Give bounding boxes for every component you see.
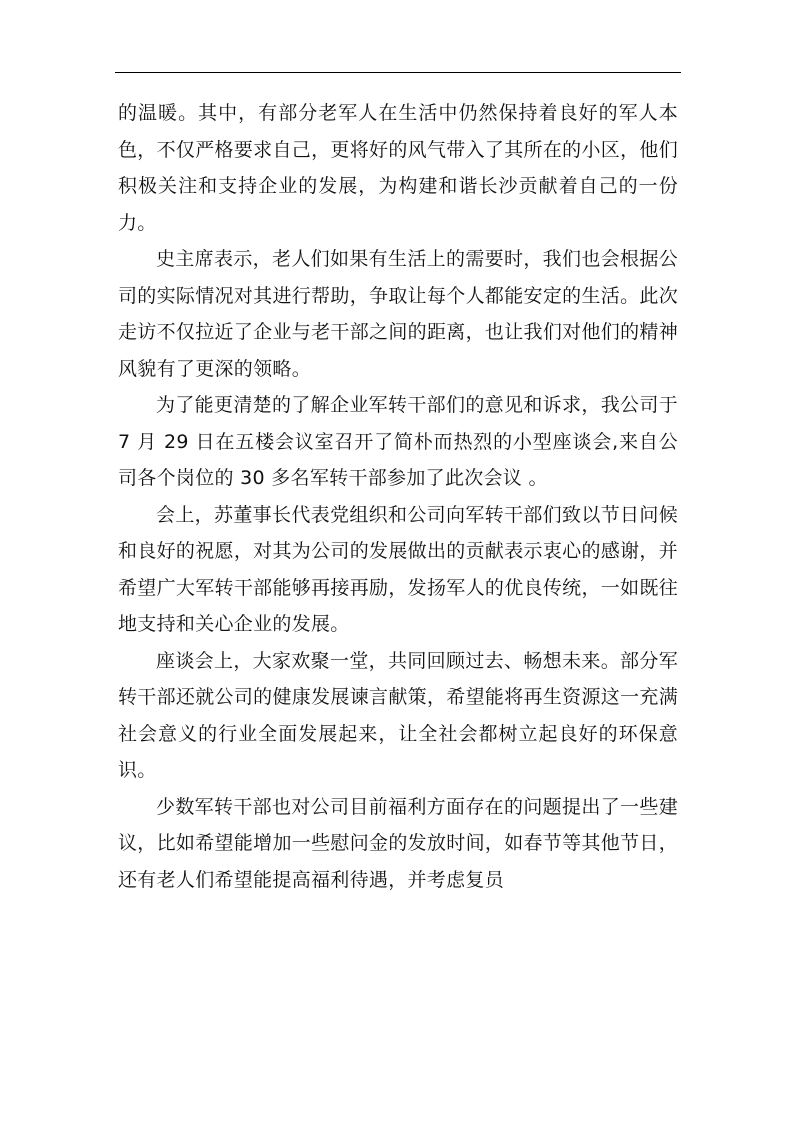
document-body <box>118 95 678 898</box>
paragraph: 为了能更清楚的了解企业军转干部们的意见和诉求，我公司于 7 月 29 日在五楼会议室召开了简朴而热烈的小型座谈会,来自公司各个岗位的 30 多名军转干部参加了此次会议 。 <box>118 394 678 489</box>
paragraph: 的温暖。其中，有部分老军人在生活中仍然保持着良好的军人本色，不仅严格要求自己，更将好的风气带入了其所在的小区，他们积极关注和支持企业的发展，为构建和谐长沙贡献着自己的一份力。 <box>118 102 678 234</box>
paragraph: 史主席表示，老人们如果有生活上的需要时，我们也会根据公司的实际情况对其进行帮助，争取让每个人都能安定的生活。此次走访不仅拉近了企业与老干部之间的距离，也让我们对他们的精神风貌有了更深的领略。 <box>118 248 678 380</box>
paragraph: 少数军转干部也对公司目前福利方面存在的问题提出了一些建议，比如希望能增加一些慰问金的发放时间，如春节等其他节日，还有老人们希望能提高福利待遇，并考虑复员 <box>118 795 678 891</box>
header-rule <box>115 72 681 73</box>
paragraph: 会上，苏董事长代表党组织和公司向军转干部们致以节日问候和良好的祝愿，对其为公司的发展做出的贡献表示衷心的感谢，并希望广大军转干部能够再接再励，发扬军人的优良传统，一如既往地支持和关心企业的发展。 <box>118 503 678 635</box>
paragraph: 座谈会上，大家欢聚一堂，共同回顾过去、畅想未来。部分军转干部还就公司的健康发展谏言献策，希望能将再生资源这一充满社会意义的行业全面发展起来，让全社会都树立起良好的环保意识。 <box>118 649 678 781</box>
